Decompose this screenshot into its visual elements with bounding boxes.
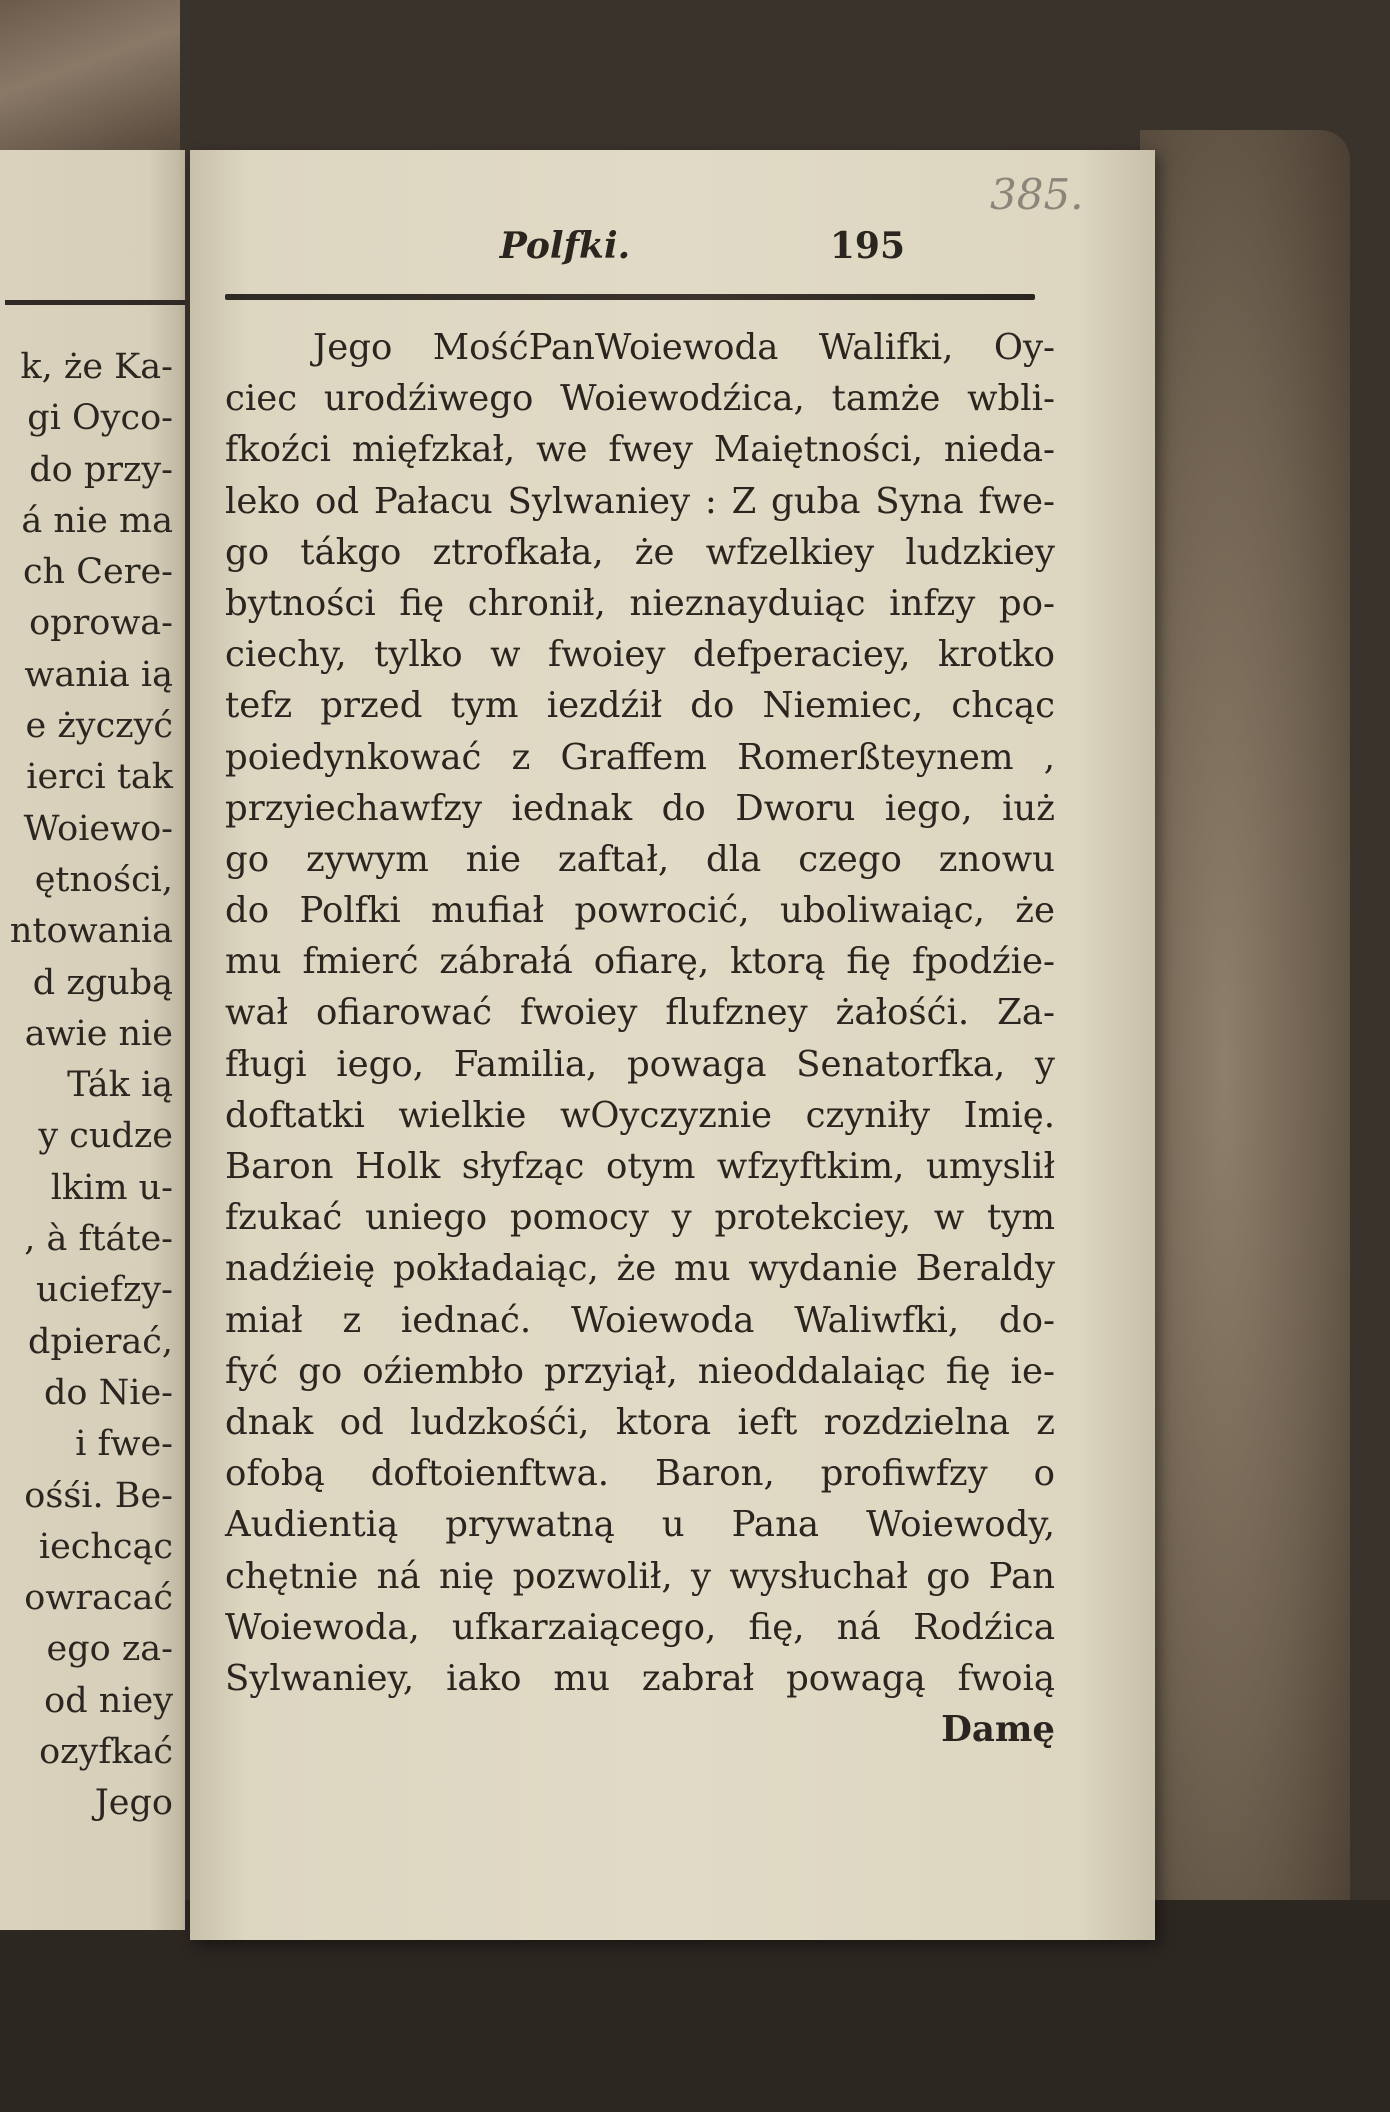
text-line: Audientią prywatną u Pana Woiewody, bbox=[225, 1504, 1055, 1546]
text-line: fkoźci mięfzkał, we fwey Maiętności, nieda- bbox=[225, 429, 1055, 471]
text-line: nadźieię pokładaiąc, że mu wydanie Beraldy bbox=[225, 1248, 1055, 1290]
text-line: mu fmierć zábrałá ofiarę, ktorą fię fpodźie- bbox=[225, 941, 1055, 983]
left-line: k, że Ka- bbox=[20, 347, 173, 387]
left-line: dpierać, bbox=[27, 1321, 173, 1362]
text-line: Sylwaniey, iako mu zabrał powagą fwoią bbox=[225, 1657, 1055, 1699]
left-line: Jego bbox=[94, 1783, 173, 1824]
text-line: Woiewoda, ufkarzaiącego, fię, ná Rodźica bbox=[225, 1606, 1055, 1648]
text-line: go tákgo ztrofkała, że wfzelkiey ludzkiey bbox=[225, 531, 1055, 573]
text-line: doftatki wielkie wOyczyznie czyniły Imię. bbox=[225, 1094, 1055, 1136]
text-line: tefz przed tym iezdźił do Niemiec, chcąc bbox=[225, 685, 1055, 727]
left-line: , à ftáte- bbox=[24, 1219, 173, 1260]
text-line: bytności fię chronił, nieznayduiąc infzy po- bbox=[225, 582, 1055, 624]
handwritten-page-number: 385. bbox=[990, 170, 1084, 219]
text-line: wał ofiarować fwoiey flufzney żałośći. Za- bbox=[225, 992, 1055, 1034]
text-line: fługi iego, Familia, powaga Senatorfka, y bbox=[225, 1043, 1055, 1085]
head-rule bbox=[225, 294, 1035, 300]
left-line: y cudze bbox=[38, 1116, 173, 1157]
left-line: Ták ią bbox=[67, 1065, 173, 1106]
book-spine bbox=[0, 0, 180, 170]
text-line: Baron Holk słyfząc otym wfzyftkim, umyslił bbox=[225, 1146, 1055, 1187]
left-line: ętności, bbox=[34, 859, 173, 900]
text-line: ciec urodźiwego Woiewodźica, tamże wbli- bbox=[225, 378, 1055, 420]
left-line: á nie ma bbox=[21, 500, 173, 541]
page-body-text bbox=[225, 322, 1055, 1755]
left-line: ośśi. Be- bbox=[24, 1475, 173, 1516]
left-page bbox=[0, 150, 185, 1930]
left-line: ozyfkać bbox=[39, 1732, 173, 1773]
left-line: gi Oyco- bbox=[27, 398, 173, 439]
left-line: do Nie- bbox=[44, 1372, 173, 1413]
left-line: awie nie bbox=[24, 1013, 173, 1054]
text-line: ofobą doftoienftwa. Baron, profiwfzy o bbox=[225, 1453, 1055, 1495]
text-line: Jego MośćPanWoiewoda Walifki, Oy- bbox=[313, 327, 1055, 368]
book-cover-edge bbox=[1140, 130, 1350, 2000]
text-line: chętnie ná nię pozwolił, y wysłuchał go Pan bbox=[225, 1555, 1055, 1597]
left-line: oprowa- bbox=[29, 603, 173, 644]
left-line: od niey bbox=[44, 1680, 173, 1721]
text-line: fyć go oźiembło przyiął, nieoddalaiąc fię ie- bbox=[225, 1350, 1055, 1392]
text-line: miał z iednać. Woiewoda Waliwfki, do- bbox=[225, 1299, 1055, 1341]
text-line: przyiechawfzy iednak do Dworu iego, iuż bbox=[225, 787, 1055, 829]
text-line: fzukać uniego pomocy y protekciey, w tym bbox=[225, 1197, 1055, 1239]
page-number: 195 bbox=[829, 225, 905, 267]
left-line: uciefzy- bbox=[35, 1270, 173, 1311]
left-line: d zgubą bbox=[32, 962, 173, 1003]
running-head-title: Polfki. bbox=[499, 225, 631, 267]
text-line: do Polfki mufiał powrocić, uboliwaiąc, że bbox=[225, 890, 1055, 932]
text-line: go zywym nie zaftał, dla czego znowu bbox=[225, 838, 1055, 880]
left-line: ch Cere- bbox=[22, 552, 173, 593]
text-line: ciechy, tylko w fwoiey defperaciey, krotko bbox=[225, 634, 1055, 676]
left-line: e życzyć bbox=[25, 706, 173, 747]
left-line: ierci tak bbox=[26, 757, 173, 798]
left-line: wania ią bbox=[24, 654, 173, 695]
text-line: dnak od ludzkośći, ktora ieft rozdzielna z bbox=[225, 1401, 1055, 1443]
left-line: ntowania bbox=[9, 911, 173, 952]
left-line: i fwe- bbox=[75, 1424, 173, 1465]
left-head-rule bbox=[5, 300, 185, 305]
running-head bbox=[385, 225, 905, 275]
left-line: iechcąc bbox=[38, 1526, 173, 1567]
left-page-text bbox=[10, 342, 173, 1830]
left-line: owracać bbox=[24, 1578, 173, 1619]
text-line: poiedynkować z Graffem Romerßteynem , bbox=[225, 736, 1055, 778]
text-line: leko od Pałacu Sylwaniey : Z guba Syna fwe- bbox=[225, 480, 1055, 522]
left-line: ego za- bbox=[46, 1629, 173, 1670]
left-line: do przy- bbox=[29, 449, 173, 490]
left-line: lkim u- bbox=[50, 1167, 173, 1208]
left-line: Woiewo- bbox=[23, 808, 173, 849]
catchword: Damę bbox=[941, 1709, 1055, 1751]
